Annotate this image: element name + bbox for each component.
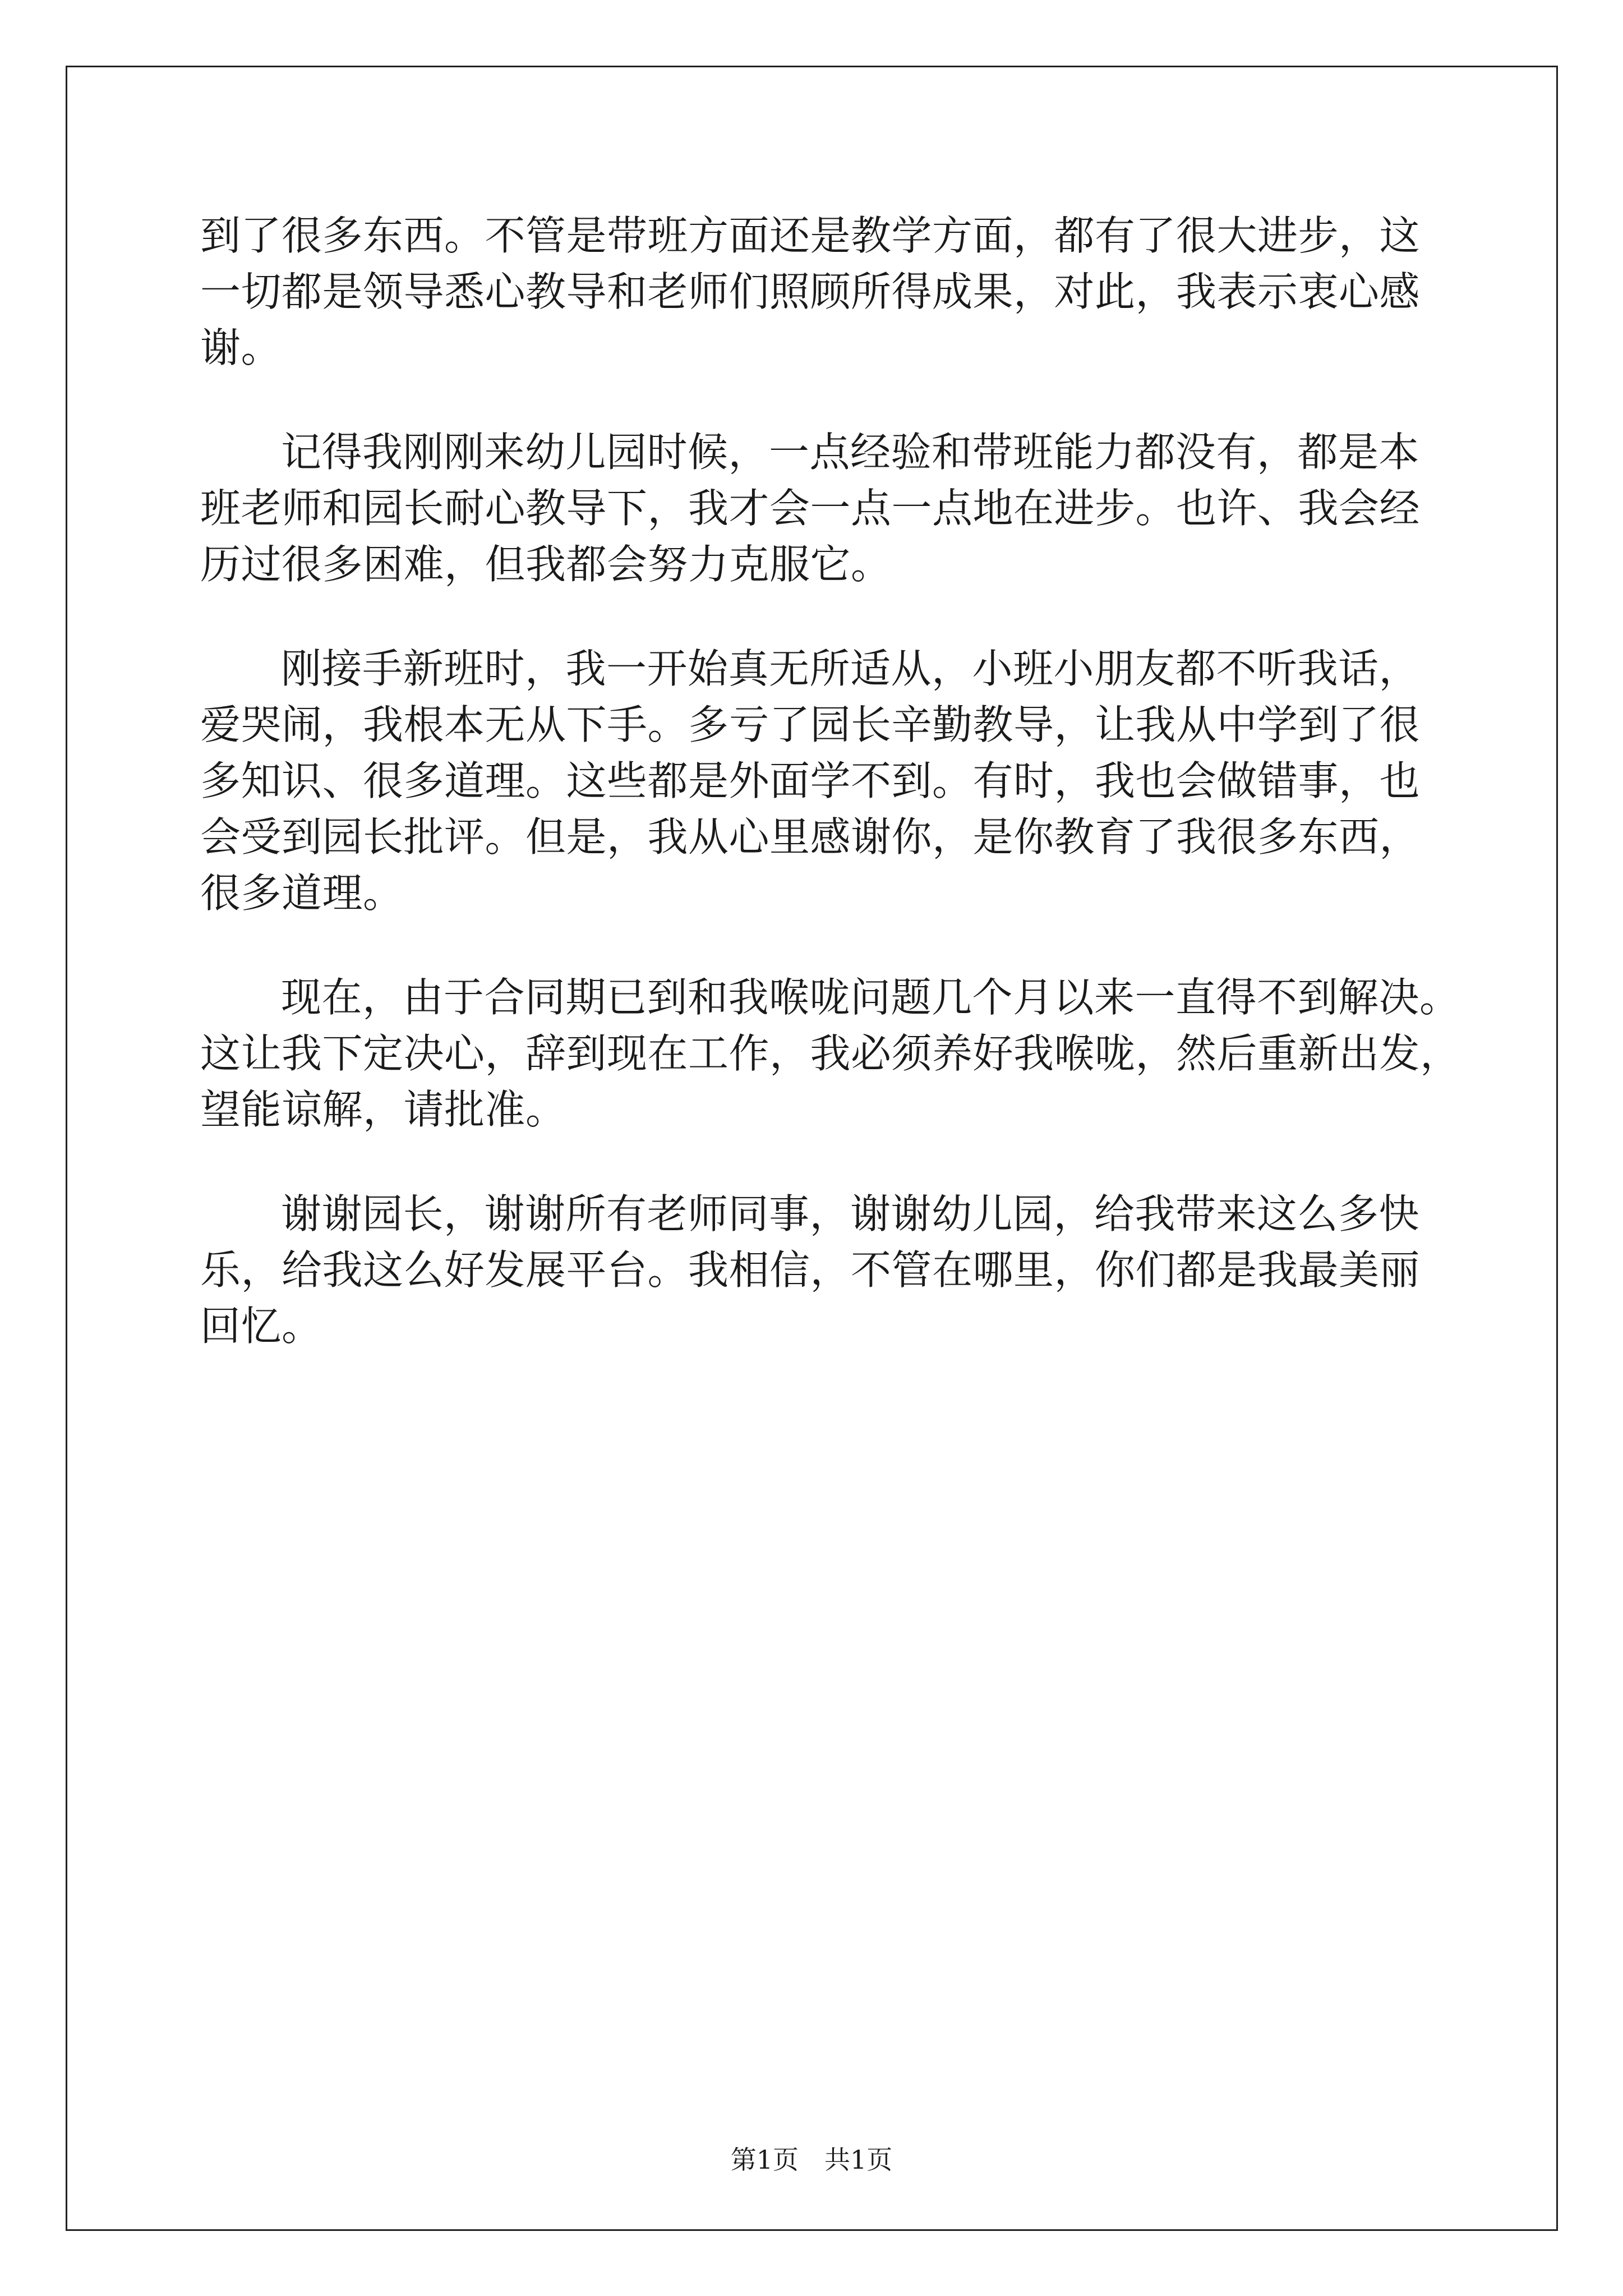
- text-line: 回忆。: [200, 1303, 322, 1350]
- text-line: 班老师和园长耐心教导下，我才会一点一点地在进步。也许、我会经: [200, 485, 1421, 532]
- text-line: 会受到园长批评。但是，我从心里感谢你，是你教育了我很多东西，: [200, 813, 1421, 861]
- text-line: 多知识、很多道理。这些都是外面学不到。有时，我也会做错事，也: [200, 757, 1421, 804]
- document-body: [200, 208, 1461, 1354]
- text-line: 爱哭闹，我根本无从下手。多亏了园长辛勤教导，让我从中学到了很: [200, 701, 1421, 748]
- text-line: 乐，给我这么好发展平台。我相信，不管在哪里，你们都是我最美丽: [200, 1246, 1421, 1294]
- paragraph: [200, 1186, 1456, 1354]
- paragraph: [200, 969, 1461, 1138]
- paragraph: [200, 424, 1456, 592]
- text-line: 到了很多东西。不管是带班方面还是教学方面，都有了很大进步，这: [200, 212, 1421, 259]
- text-line: 谢谢园长，谢谢所有老师同事，谢谢幼儿园，给我带来这么多快: [281, 1190, 1420, 1237]
- text-line: 一切都是领导悉心教导和老师们照顾所得成果，对此，我表示衷心感: [200, 268, 1421, 315]
- text-line: 历过很多困难，但我都会努力克服它。: [200, 541, 892, 588]
- text-line: 很多道理。: [200, 869, 404, 917]
- text-line: 刚接手新班时，我一开始真无所适从，小班小朋友都不听我话，: [281, 645, 1420, 692]
- page-number-footer: 第1页 共1页: [730, 2145, 893, 2175]
- text-line: 谢。: [200, 324, 282, 371]
- text-line: 记得我刚刚来幼儿园时候，一点经验和带班能力都没有，都是本: [281, 429, 1420, 476]
- text-line: 现在，由于合同期已到和我喉咙问题几个月以来一直得不到解决。: [281, 974, 1460, 1021]
- paragraph: [200, 641, 1456, 921]
- text-line: 望能谅解，请批准。: [200, 1086, 566, 1133]
- text-line: 这让我下定决心，辞到现在工作，我必须养好我喉咙，然后重新出发，: [200, 1030, 1461, 1077]
- paragraph: [200, 208, 1456, 376]
